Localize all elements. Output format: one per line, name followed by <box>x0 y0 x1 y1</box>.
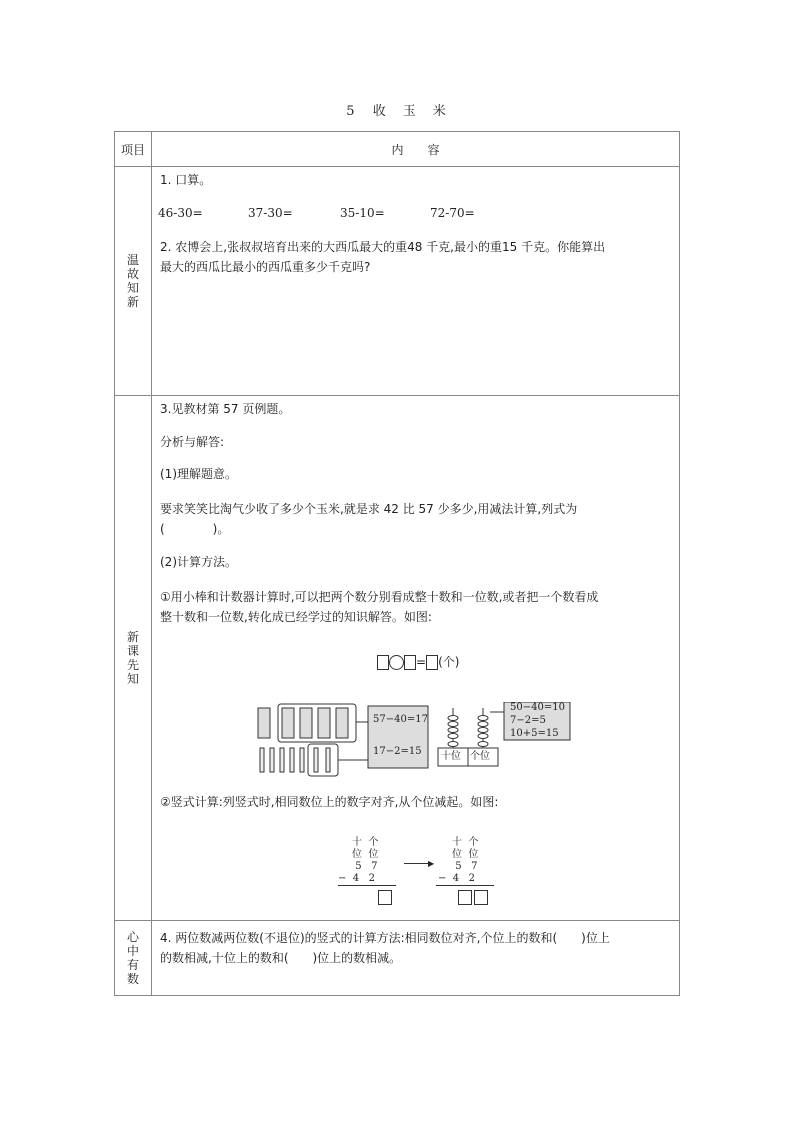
lesson-table <box>114 131 680 996</box>
place-ones-suffix: 位 <box>368 849 379 860</box>
minus-sign: − <box>438 873 447 884</box>
stick-bundles <box>258 704 368 742</box>
step1-title: (1)理解题意。 <box>160 467 237 481</box>
answer-box <box>378 890 392 905</box>
abacus-ones-label: 个位 <box>470 751 490 762</box>
place-ones: 个 <box>368 837 379 848</box>
page-title <box>0 100 794 119</box>
new-label-cell <box>115 396 152 921</box>
new-label: 新课先知 <box>126 630 139 686</box>
arrow-head-icon: ▶ <box>428 859 435 868</box>
subtrahend-ones: 2 <box>468 873 476 884</box>
place-tens: 十 <box>352 837 362 848</box>
minus-sign: − <box>338 873 347 884</box>
step2-title: (2)计算方法。 <box>160 555 237 569</box>
blank-box <box>426 655 438 670</box>
summary-label-cell <box>115 921 152 996</box>
place-ones-suffix: 位 <box>468 849 479 860</box>
minuend-tens: 5 <box>355 861 362 872</box>
new-content-cell <box>152 396 680 921</box>
q4-line-2: 的数相减,十位上的数和( )位上的数相减。 <box>160 951 402 965</box>
place-tens-suffix: 位 <box>452 849 462 860</box>
sticks-calc-2: 17−2=15 <box>373 746 422 757</box>
method1-line-1: ①用小棒和计数器计算时,可以把两个数分别看成整十数和一位数,或者把一个数看成 <box>160 590 599 604</box>
review-label-cell <box>115 167 152 396</box>
summary-content-cell <box>152 921 680 996</box>
place-tens: 十 <box>452 837 462 848</box>
blank-circle <box>389 655 404 670</box>
minuend-tens: 5 <box>455 861 462 872</box>
formula-unit: (个) <box>438 655 460 669</box>
method1-line-2: 整十数和一位数,转化成已经学过的知识解答。如图: <box>160 610 432 624</box>
abacus-calc-3: 10+5=15 <box>510 728 559 739</box>
q1-item-2: 37-30= <box>248 206 293 220</box>
sum-line <box>338 885 396 886</box>
place-ones: 个 <box>468 837 479 848</box>
header-content-cell <box>152 132 680 167</box>
minuend-ones: 7 <box>471 861 478 872</box>
q1-title: 1. 口算。 <box>160 173 212 187</box>
single-sticks <box>260 744 368 776</box>
header-item-cell <box>115 132 152 167</box>
q1-item-4: 72-70= <box>430 206 475 220</box>
q1-item-1: 46-30= <box>158 206 203 220</box>
subtrahend-tens: 4 <box>452 873 460 884</box>
vertical-subtraction <box>338 837 558 912</box>
review-label: 温故知新 <box>126 253 139 309</box>
abacus-calc-2: 7−2=5 <box>510 715 546 726</box>
arrow-line <box>404 863 430 864</box>
q4-line-1: 4. 两位数减两位数(不退位)的竖式的计算方法:相同数位对齐,个位上的数和( )位上 <box>160 931 610 945</box>
answer-box <box>458 890 472 905</box>
subtrahend-tens: 4 <box>352 873 360 884</box>
place-tens-suffix: 位 <box>352 849 362 860</box>
review-content-cell <box>152 167 680 396</box>
q2-line-2: 最大的西瓜比最小的西瓜重多少千克吗? <box>160 260 371 274</box>
step1-line-2: ( )。 <box>160 522 230 536</box>
sum-line <box>436 885 494 886</box>
blank-box <box>404 655 416 670</box>
subtrahend-ones: 2 <box>368 873 376 884</box>
lesson-number: 5 <box>346 104 357 119</box>
sticks-calc-1: 57−40=17 <box>373 714 428 725</box>
abacus-calc-1: 50−40=10 <box>510 702 565 713</box>
q3-title: 3.见教材第 57 页例题。 <box>160 402 291 416</box>
step1-line-1: 要求笑笑比淘气少收了多少个玉米,就是求 42 比 57 少多少,用减法计算,列式为 <box>160 502 578 516</box>
header-item-label: 项目 <box>120 142 145 157</box>
lesson-title: 收 玉 米 <box>372 104 448 119</box>
q1-item-3: 35-10= <box>340 206 385 220</box>
summary-label: 心中有数 <box>126 930 139 986</box>
abacus-tens-label: 十位 <box>441 751 461 762</box>
formula: = (个) <box>377 653 459 671</box>
minuend-ones: 7 <box>371 861 378 872</box>
header-content-label: 内 容 <box>391 142 440 157</box>
analysis-label: 分析与解答: <box>160 435 225 449</box>
q2-line-1: 2. 农博会上,张叔叔培育出来的大西瓜最大的重48 千克,最小的重15 千克。你能算出 <box>160 240 606 254</box>
answer-box <box>474 890 488 905</box>
method2-text: ②竖式计算:列竖式时,相同数位上的数字对齐,从个位减起。如图: <box>160 795 499 809</box>
blank-box <box>377 655 389 670</box>
